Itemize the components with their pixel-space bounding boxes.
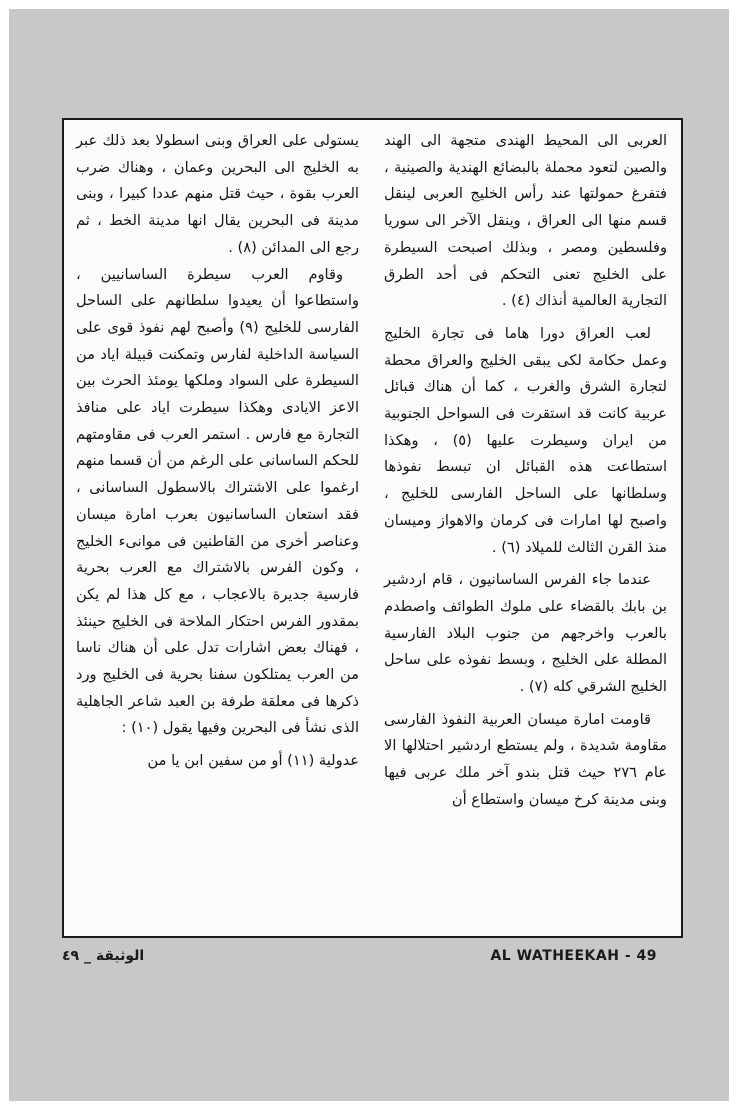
right-column: [384, 128, 667, 814]
footer-page-label-arabic: الوثيقة _ ٤٩: [62, 948, 145, 964]
paragraph-2: لعب العراق دورا هاما فى تجارة الخليج وعمل حكامة لكى يبقى الخليج والعراق محطة لتجارة الشرق والغرب ، كما أن هناك قبائل عربية كانت قد استقرت فى السواحل الجنوبية من ايران وسيطرت عليها (٥) ، وهكذا استطاعت هذه القبائل ان تبسط نفوذها وسلطانها على الساحل الفارسى للخليج ، واصبح لها امارات فى كرمان والاهواز وميسان منذ القرن الثالث للميلاد (٦) .: [384, 324, 667, 556]
paragraph-1: العربى الى المحيط الهندى متجهة الى الهند والصين لتعود محملة بالبضائع الهندية والصينية ، فتفرغ حمولتها عند رأس الخليج العربى لينقل قسم منها الى العراق ، وينقل الآخر الى سوريا وفلسطين ومصر ، وبذلك اصبحت السيطرة على الخليج تعنى التحكم فى أحد الطرق التجارية العالمية أنذاك (٤) .: [384, 132, 667, 310]
text-frame: [62, 118, 683, 938]
footer-page-label-latin: AL WATHEEKAH - 49: [490, 948, 657, 964]
verse-line: عدولية (١١) أو من سفين ابن يا من: [147, 752, 359, 770]
paragraph-5: يستولى على العراق وبنى اسطولا بعد ذلك عبر به الخليج الى البحرين وعمان ، وهناك ضرب العرب بقوة ، حيث قتل منهم عددا كبيرا ، وبنى مدينة فى البحرين يقال انها مدينة الخط ، ثم رجع الى المدائن (٨) .: [76, 132, 359, 256]
paragraph-3: عندما جاء الفرس الساسانيون ، قام اردشير بن بابك بالقضاء على ملوك الطوائف واصطدم بالعرب واخرجهم من جنوب البلاد الفارسية المطلة على الخليج ، وبسط نفوذه على ساحل الخليج الشرقي كله (٧) .: [384, 571, 667, 696]
paragraph-6: وقاوم العرب سيطرة الساسانيين ، واستطاعوا أن يعيدوا سلطانهم على الساحل الفارسى للخليج (٩) وأصبح لهم نفوذ قوى على السياسة الداخلية لفارس وتمكنت قبيلة اياد من السيطرة على السواد وملكها يومئذ الحرث بين الاعز الايادى وهكذا سيطرت اياد على منافذ التجارة مع فارس . استمر العرب فى مقاومتهم للحكم الساسانى على الرغم من أن قسما منهم ارغموا على الاشتراك بالاسطول الساسانى ، فقد استعان الساسانيون بعرب امارة ميسان وعناصر أخرى من القاطنين فى موانىء الخليج ، وكون الفرس بالاشتراك مع العرب بحرية فارسية جديرة بالاعجاب ، مع كل هذا لم يكن بمقدور الفرس احتكار الملاحة فى الخليج حينئذ ، فهناك بعض اشارات تدل على أن هناك ناسا من العرب يمتلكون سفنا بحرية فى الخليج ورد ذكرها فى معلقة طرفة بن العبد شاعر الجاهلية الذى نشأ فى البحرين وفيها يقول (١٠) :: [76, 265, 359, 737]
left-column: [76, 128, 359, 775]
paragraph-4: قاومت امارة ميسان العربية النفوذ الفارسى مقاومة شديدة ، ولم يستطع اردشير احتلالها الا عام ٢٧٦ حيث قتل بندو آخر ملك عربى فيها وبنى مدينة كرخ ميسان واستطاع أن: [384, 710, 667, 808]
